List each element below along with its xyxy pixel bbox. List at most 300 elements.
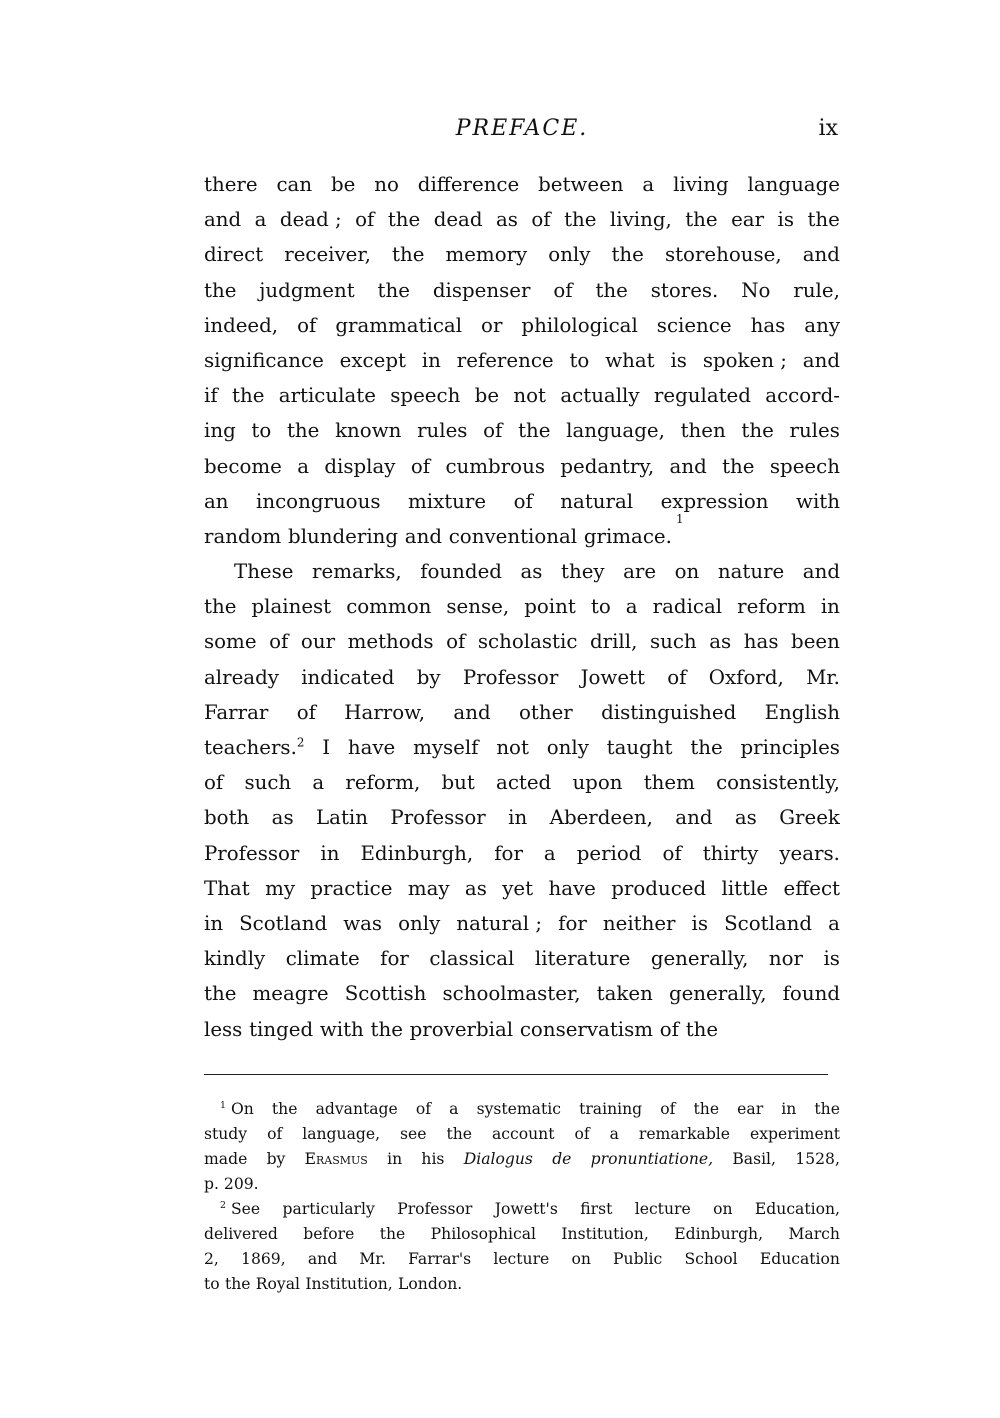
word: language [747, 173, 840, 196]
word: advantage [315, 1100, 398, 1118]
body-line [204, 589, 840, 624]
word: in [320, 841, 340, 865]
word: conventional [448, 524, 578, 548]
word: if [204, 384, 218, 408]
word: the [518, 419, 551, 443]
word: a [609, 1125, 619, 1143]
word: Jowett's [494, 1200, 558, 1218]
word: indicated [301, 665, 395, 689]
word: remarkable [638, 1125, 731, 1143]
word: teachers. [204, 736, 297, 759]
word: a [312, 771, 325, 795]
word: in [508, 806, 528, 830]
word: study [204, 1125, 248, 1143]
word: point [524, 595, 576, 619]
word: the [807, 208, 840, 232]
word: little [721, 876, 769, 900]
word: dispenser [432, 278, 531, 302]
word: of [483, 419, 503, 443]
word: pedantry, [560, 454, 655, 478]
word: then [680, 419, 726, 443]
word: become [204, 454, 282, 478]
body-line [204, 660, 840, 695]
word: reform, [345, 771, 421, 795]
word: Edinburgh, [360, 841, 474, 865]
footnote-reference: 2 [296, 735, 305, 750]
word: to [204, 1275, 220, 1293]
word: some [204, 630, 257, 654]
body-line [204, 554, 840, 589]
word: on [571, 1250, 591, 1268]
word: years. [779, 841, 840, 865]
word: nature [717, 560, 785, 584]
word: can [276, 173, 313, 196]
word: by [266, 1150, 286, 1168]
word: proverbial [409, 1017, 514, 1041]
word: principles [740, 736, 840, 759]
body-line [204, 378, 840, 413]
word: common [346, 595, 432, 619]
word: random [204, 524, 282, 548]
word: of [660, 1100, 676, 1118]
body-line [204, 871, 840, 906]
word: founded [420, 560, 502, 584]
word: may [407, 876, 450, 900]
word: neither [602, 911, 676, 935]
word: Basil, [732, 1150, 777, 1168]
word: See [230, 1200, 261, 1218]
word: and [404, 524, 442, 548]
word: and [669, 454, 707, 478]
word: but [441, 771, 475, 795]
footnote-line [204, 1272, 840, 1297]
word: methods [347, 630, 434, 654]
word: Dialogus [463, 1150, 533, 1168]
word: Professor [204, 841, 300, 865]
word: with [796, 489, 840, 513]
word: ear [737, 1100, 764, 1118]
word: in [387, 1150, 403, 1168]
word: in [204, 911, 224, 935]
footnotes [204, 1097, 840, 1297]
word: our [300, 630, 336, 654]
word: in [781, 1100, 797, 1118]
word: as [495, 208, 518, 232]
body-line [204, 167, 840, 202]
word: Education [759, 1250, 840, 1268]
word: indeed, [204, 313, 279, 337]
word: of [446, 630, 466, 654]
word: are [623, 560, 657, 584]
word: to [569, 348, 590, 372]
footnote-reference: 1 [675, 511, 684, 526]
word: except [339, 348, 406, 372]
word: Scottish [344, 982, 427, 1006]
word: what [605, 348, 655, 372]
word: between [538, 173, 624, 196]
word: is [777, 208, 794, 232]
word: to [590, 595, 611, 619]
word: Greek [779, 806, 840, 830]
word: No [741, 278, 771, 302]
word: Aberdeen, [549, 806, 653, 830]
word: is [691, 911, 709, 935]
word: difference [417, 173, 520, 196]
body-line [204, 730, 840, 765]
word: scholastic [477, 630, 578, 654]
body-line [204, 941, 840, 976]
word: conservatism [519, 1017, 654, 1041]
word: of [204, 771, 224, 795]
word: no [374, 173, 399, 196]
word: a [254, 208, 267, 232]
word: a [642, 173, 655, 196]
word: only [398, 911, 441, 935]
word: the [722, 454, 755, 478]
word: the [685, 208, 718, 232]
word: my [265, 876, 295, 900]
running-head [204, 116, 840, 150]
word: on [674, 560, 700, 584]
word: These [234, 560, 294, 584]
word: ing [204, 419, 236, 443]
footnote-number: 2 [220, 1199, 226, 1211]
word: the [370, 1017, 403, 1041]
word: of [553, 278, 573, 302]
word: consistently, [716, 771, 840, 795]
word: acted [496, 771, 552, 795]
word: lecture [634, 1200, 691, 1218]
body-line [204, 273, 840, 308]
word: period [576, 841, 642, 865]
word: sense, [446, 595, 510, 619]
word: Jowett [580, 665, 645, 689]
word: taken [596, 982, 653, 1006]
word: Erasmus [304, 1150, 368, 1168]
footnote-line [204, 1172, 840, 1197]
body-line [204, 484, 840, 519]
word: Royal [255, 1275, 301, 1293]
word: stores. [650, 278, 719, 302]
word: on [713, 1200, 733, 1218]
word: or [481, 313, 503, 337]
word: reference [456, 348, 554, 372]
word: of [513, 489, 533, 513]
word: memory [445, 243, 528, 267]
word: the [446, 1125, 472, 1143]
word: mixture [407, 489, 487, 513]
word: an [204, 489, 229, 513]
word: storehouse, [664, 243, 782, 267]
word: Public [613, 1250, 663, 1268]
page-number: ix [818, 116, 838, 141]
word: Latin [316, 806, 368, 830]
footnote-start [220, 1197, 260, 1222]
footnote-line [204, 1097, 840, 1122]
word: science [656, 313, 732, 337]
word: been [791, 630, 840, 654]
word: by [416, 665, 441, 689]
word: March [788, 1225, 840, 1243]
word: language, [302, 1125, 381, 1143]
word: and [802, 560, 840, 584]
word: the [232, 384, 265, 408]
word: as [520, 560, 543, 584]
word: delivered [204, 1225, 278, 1243]
word: the [685, 1017, 719, 1041]
word: not [496, 736, 529, 759]
word: Mr. [806, 665, 840, 689]
word: as [734, 806, 757, 830]
word: de [552, 1150, 572, 1168]
body-line [204, 511, 840, 554]
word: and [802, 348, 840, 372]
word: meagre [252, 982, 329, 1006]
body-line [204, 906, 840, 941]
word: language, [566, 419, 665, 443]
word: the [741, 419, 774, 443]
word: That [204, 876, 250, 900]
body-line [204, 624, 840, 659]
word: cumbrous [445, 454, 545, 478]
word: only [546, 736, 589, 759]
word: Education, [754, 1200, 840, 1218]
word: produced [611, 876, 707, 900]
word: have [347, 736, 396, 759]
word: of [667, 665, 687, 689]
word: drill, [589, 630, 638, 654]
word: schoolmaster, [442, 982, 581, 1006]
word: natural [560, 489, 634, 513]
word: judgment [259, 278, 355, 302]
word: they [561, 560, 605, 584]
word: Oxford, [708, 665, 784, 689]
word: of [415, 1100, 432, 1118]
body-line [204, 413, 840, 448]
word: practice [310, 876, 393, 900]
body-line [204, 765, 840, 800]
word: reform [737, 595, 806, 619]
word: was [343, 911, 383, 935]
word: literature [534, 947, 631, 971]
word: accord- [765, 384, 840, 408]
word: rule, [793, 278, 840, 302]
body-line [204, 976, 840, 1011]
word: has [743, 630, 779, 654]
word: the [379, 1225, 406, 1243]
word: a [543, 841, 556, 865]
word: of [531, 208, 551, 232]
body-line [204, 343, 840, 378]
word: significance [204, 348, 324, 372]
body-line [204, 202, 840, 237]
running-title: PREFACE. [455, 116, 589, 141]
word: living, [609, 208, 672, 232]
footnote-line [204, 1222, 840, 1247]
word: such [649, 630, 697, 654]
word: for [380, 947, 409, 971]
word: have [548, 876, 596, 900]
word-with-reference [204, 730, 304, 765]
word: natural ; [456, 911, 543, 935]
word: p. 209. [204, 1175, 259, 1193]
word: display [324, 454, 396, 478]
word: the [690, 736, 723, 759]
word: pronuntiatione, [590, 1150, 714, 1168]
word: a [297, 454, 309, 478]
word: them [643, 771, 695, 795]
word: only [548, 243, 591, 267]
word: be [474, 384, 500, 408]
word: Edinburgh, [674, 1225, 764, 1243]
word: receiver, [284, 243, 371, 267]
word: a [625, 595, 638, 619]
word: 1528, [795, 1150, 840, 1168]
word: for [494, 841, 523, 865]
word: such [244, 771, 292, 795]
word: dead ; [279, 208, 342, 232]
word: generally, [650, 947, 749, 971]
word: of [296, 700, 316, 724]
word: and [675, 806, 713, 830]
word: Harrow, [344, 700, 426, 724]
word: Farrar's [408, 1250, 472, 1268]
word: 1869, [241, 1250, 286, 1268]
word: myself [413, 736, 479, 759]
word: Professor [462, 665, 559, 689]
word: blundering [288, 524, 399, 548]
word: Scotland [724, 911, 813, 935]
word: regulated [653, 384, 751, 408]
word: incongruous [256, 489, 381, 513]
word: the [387, 208, 421, 232]
word: tinged [249, 1017, 314, 1041]
word: the [814, 1100, 840, 1118]
word: taught [606, 736, 673, 759]
word: expression [660, 489, 769, 513]
word: nor [768, 947, 803, 971]
word: rules [417, 419, 468, 443]
word: London. [398, 1275, 463, 1293]
word: training [579, 1100, 643, 1118]
footnote-rule [204, 1074, 828, 1075]
word: of [410, 454, 431, 478]
word: account [491, 1125, 555, 1143]
word: the [595, 278, 628, 302]
word: of [267, 1125, 283, 1143]
word: there [204, 173, 258, 196]
word: grimace. [583, 524, 672, 548]
body-line [204, 695, 840, 730]
word: less [204, 1017, 243, 1041]
word: the [204, 595, 237, 619]
word: see [400, 1125, 427, 1143]
word: the [693, 1100, 720, 1118]
word: and [307, 1250, 338, 1268]
word: remarks, [312, 560, 402, 584]
word: as [271, 806, 294, 830]
body-line [204, 1012, 840, 1047]
footnote-line [204, 1197, 840, 1222]
word: philological [521, 313, 638, 337]
word: a [449, 1100, 459, 1118]
word: to [251, 419, 272, 443]
word: I [322, 736, 331, 759]
word: as [464, 876, 487, 900]
footnote-start [220, 1097, 254, 1122]
word: the [204, 278, 237, 302]
word: found [782, 982, 840, 1006]
word: is [670, 348, 687, 372]
body-line [204, 308, 840, 343]
word: and [204, 208, 242, 232]
footnote-number: 1 [220, 1099, 226, 1111]
word: lecture [493, 1250, 550, 1268]
word: in [421, 348, 441, 372]
word: and [453, 700, 491, 724]
word: yet [502, 876, 534, 900]
word: of [297, 313, 317, 337]
word: the [611, 243, 644, 267]
word: and [802, 243, 840, 267]
word: in [820, 595, 840, 619]
word: articulate [278, 384, 376, 408]
word: thirty [702, 841, 759, 865]
word: of [355, 208, 375, 232]
body-text [204, 167, 840, 1047]
word: On [230, 1100, 254, 1118]
word: a [828, 911, 840, 935]
word: kindly [204, 947, 266, 971]
word: 2, [204, 1250, 219, 1268]
word: effect [783, 876, 840, 900]
footnote-line [204, 1122, 840, 1147]
word: dead [433, 208, 483, 232]
word: for [558, 911, 587, 935]
word: other [518, 700, 573, 724]
word: first [580, 1200, 613, 1218]
word: spoken ; [702, 348, 787, 372]
word: not [513, 384, 547, 408]
word: of [659, 1017, 679, 1041]
word: made [204, 1150, 248, 1168]
word: grammatical [335, 313, 463, 337]
word: Scotland [239, 911, 328, 935]
word: be [330, 173, 356, 196]
word: experiment [750, 1125, 840, 1143]
word: speech [769, 454, 840, 478]
word: as [709, 630, 732, 654]
word: living [673, 173, 729, 196]
word: the [204, 982, 237, 1006]
word: upon [572, 771, 623, 795]
word: direct [204, 243, 264, 267]
body-line [204, 449, 840, 484]
word: the [377, 278, 410, 302]
footnote-line [204, 1147, 840, 1172]
word: English [764, 700, 840, 724]
word: climate [285, 947, 360, 971]
body-line [204, 237, 840, 272]
word: ear [731, 208, 765, 232]
word: any [804, 313, 840, 337]
word: the [271, 1100, 298, 1118]
word: the [286, 419, 320, 443]
word: both [204, 806, 250, 830]
word: has [750, 313, 786, 337]
word: Professor [390, 806, 486, 830]
word: Institution, [305, 1275, 393, 1293]
